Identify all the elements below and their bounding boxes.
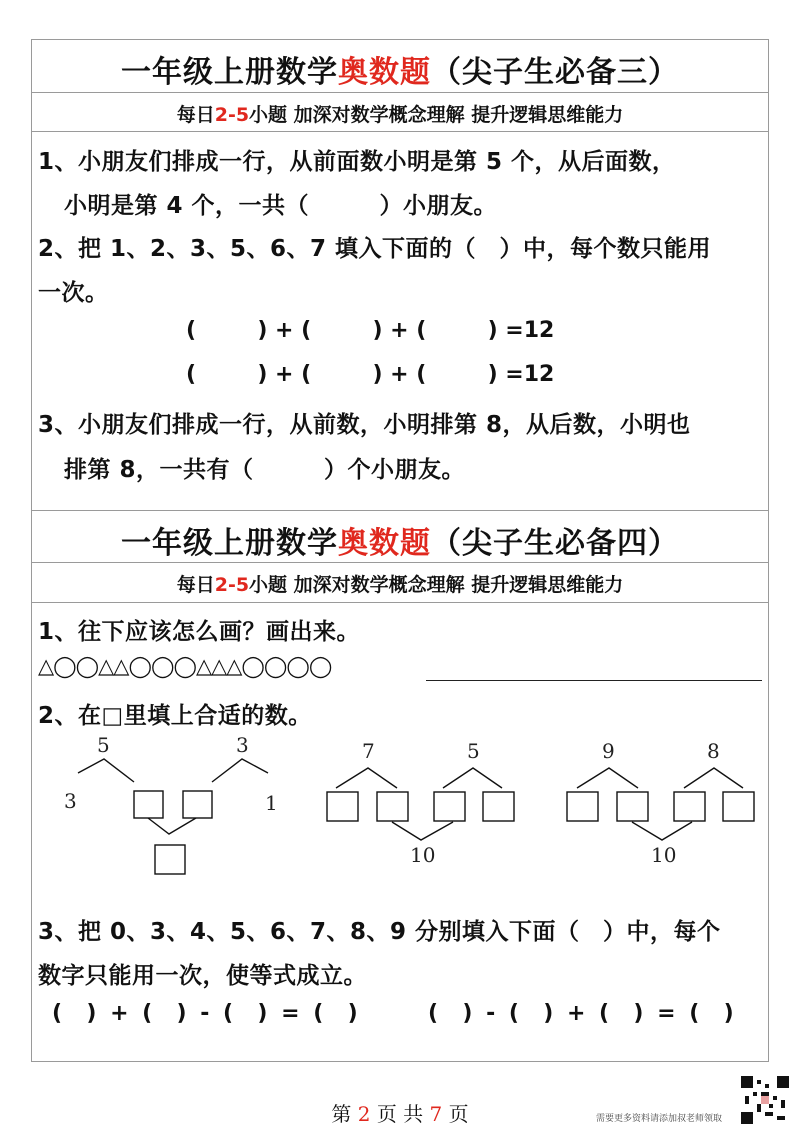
s3-q1-line1: 1、小朋友们排成一行，从前面数小明是第 5 个，从后面数， — [38, 149, 676, 175]
tree3-top-left: 9 — [602, 739, 615, 763]
branch-line — [78, 759, 134, 782]
section3-subtitle: 每日2-5小题 加深对数学概念理解 提升逻辑思维能力 — [176, 104, 624, 126]
s4-q3-equation-1: ( ) + ( ) - ( ) = ( ) — [52, 1001, 361, 1026]
divider — [32, 131, 768, 132]
qr-code-icon — [741, 1076, 789, 1124]
tree1-right-leaf: 1 — [265, 791, 278, 815]
answer-box[interactable] — [183, 791, 212, 818]
section3-title: 一年级上册数学奥数题（尖子生必备三） — [121, 55, 679, 90]
branch-line — [443, 768, 502, 788]
s4-q3-line1: 3、把 0、3、4、5、6、7、8、9 分别填入下面（ ）中，每个 — [38, 919, 721, 945]
answer-box[interactable] — [134, 791, 163, 818]
tree2-top-right: 5 — [467, 739, 480, 763]
answer-box[interactable] — [377, 792, 408, 821]
branch-line — [336, 768, 397, 788]
section4-title: 一年级上册数学奥数题（尖子生必备四） — [121, 526, 679, 561]
s4-q3-equation-2: ( ) - ( ) + ( ) = ( ) — [428, 1001, 737, 1026]
branch-line — [148, 818, 196, 834]
answer-box[interactable] — [327, 792, 358, 821]
answer-box[interactable] — [434, 792, 465, 821]
tree3-top-right: 8 — [707, 739, 720, 763]
s4-q2: 2、在□里填上合适的数。 — [38, 703, 312, 729]
s4-q3-line2: 数字只能用一次，使等式成立。 — [38, 963, 367, 989]
branch-line — [632, 822, 692, 840]
section4-subtitle: 每日2-5小题 加深对数学概念理解 提升逻辑思维能力 — [176, 574, 624, 596]
answer-line[interactable] — [426, 680, 762, 681]
s3-q1-line2: 小明是第 4 个，一共（ ）小朋友。 — [64, 193, 498, 219]
number-trees — [0, 730, 800, 880]
divider — [32, 510, 768, 511]
shape-pattern: △◯◯△△◯◯◯△△△◯◯◯◯ — [38, 654, 332, 678]
tree1-left-leaf: 3 — [64, 789, 77, 813]
s3-q2-equation-1: ( ) + ( ) + ( ) =12 — [186, 318, 555, 343]
s4-q1: 1、往下应该怎么画？画出来。 — [38, 619, 361, 645]
answer-box[interactable] — [723, 792, 754, 821]
tree2-bottom: 10 — [410, 843, 436, 867]
answer-box[interactable] — [483, 792, 514, 821]
s3-q2-line1: 2、把 1、2、3、5、6、7 填入下面的（ ）中，每个数只能用 — [38, 236, 712, 262]
divider — [32, 562, 768, 563]
s3-q3-line1: 3、小朋友们排成一行，从前数，小明排第 8，从后数，小明也 — [38, 412, 691, 438]
divider — [32, 602, 768, 603]
tree3-bottom: 10 — [651, 843, 677, 867]
answer-box[interactable] — [155, 845, 185, 874]
divider — [32, 92, 768, 93]
s3-q3-line2: 排第 8，一共有（ ）个小朋友。 — [64, 457, 466, 483]
branch-line — [392, 822, 453, 840]
branch-line — [212, 759, 268, 782]
answer-box[interactable] — [617, 792, 648, 821]
page-indicator: 第 2 页 共 7 页 — [331, 1102, 469, 1126]
branch-line — [684, 768, 743, 788]
s3-q2-equation-2: ( ) + ( ) + ( ) =12 — [186, 362, 555, 387]
footer-note: 需要更多资料请添加叔老师领取 — [596, 1114, 723, 1124]
s3-q2-line2: 一次。 — [38, 280, 109, 306]
branch-line — [577, 768, 638, 788]
tree2-top-left: 7 — [362, 739, 375, 763]
tree1-top-left: 5 — [97, 733, 110, 757]
tree1-top-right: 3 — [236, 733, 249, 757]
answer-box[interactable] — [674, 792, 705, 821]
answer-box[interactable] — [567, 792, 598, 821]
